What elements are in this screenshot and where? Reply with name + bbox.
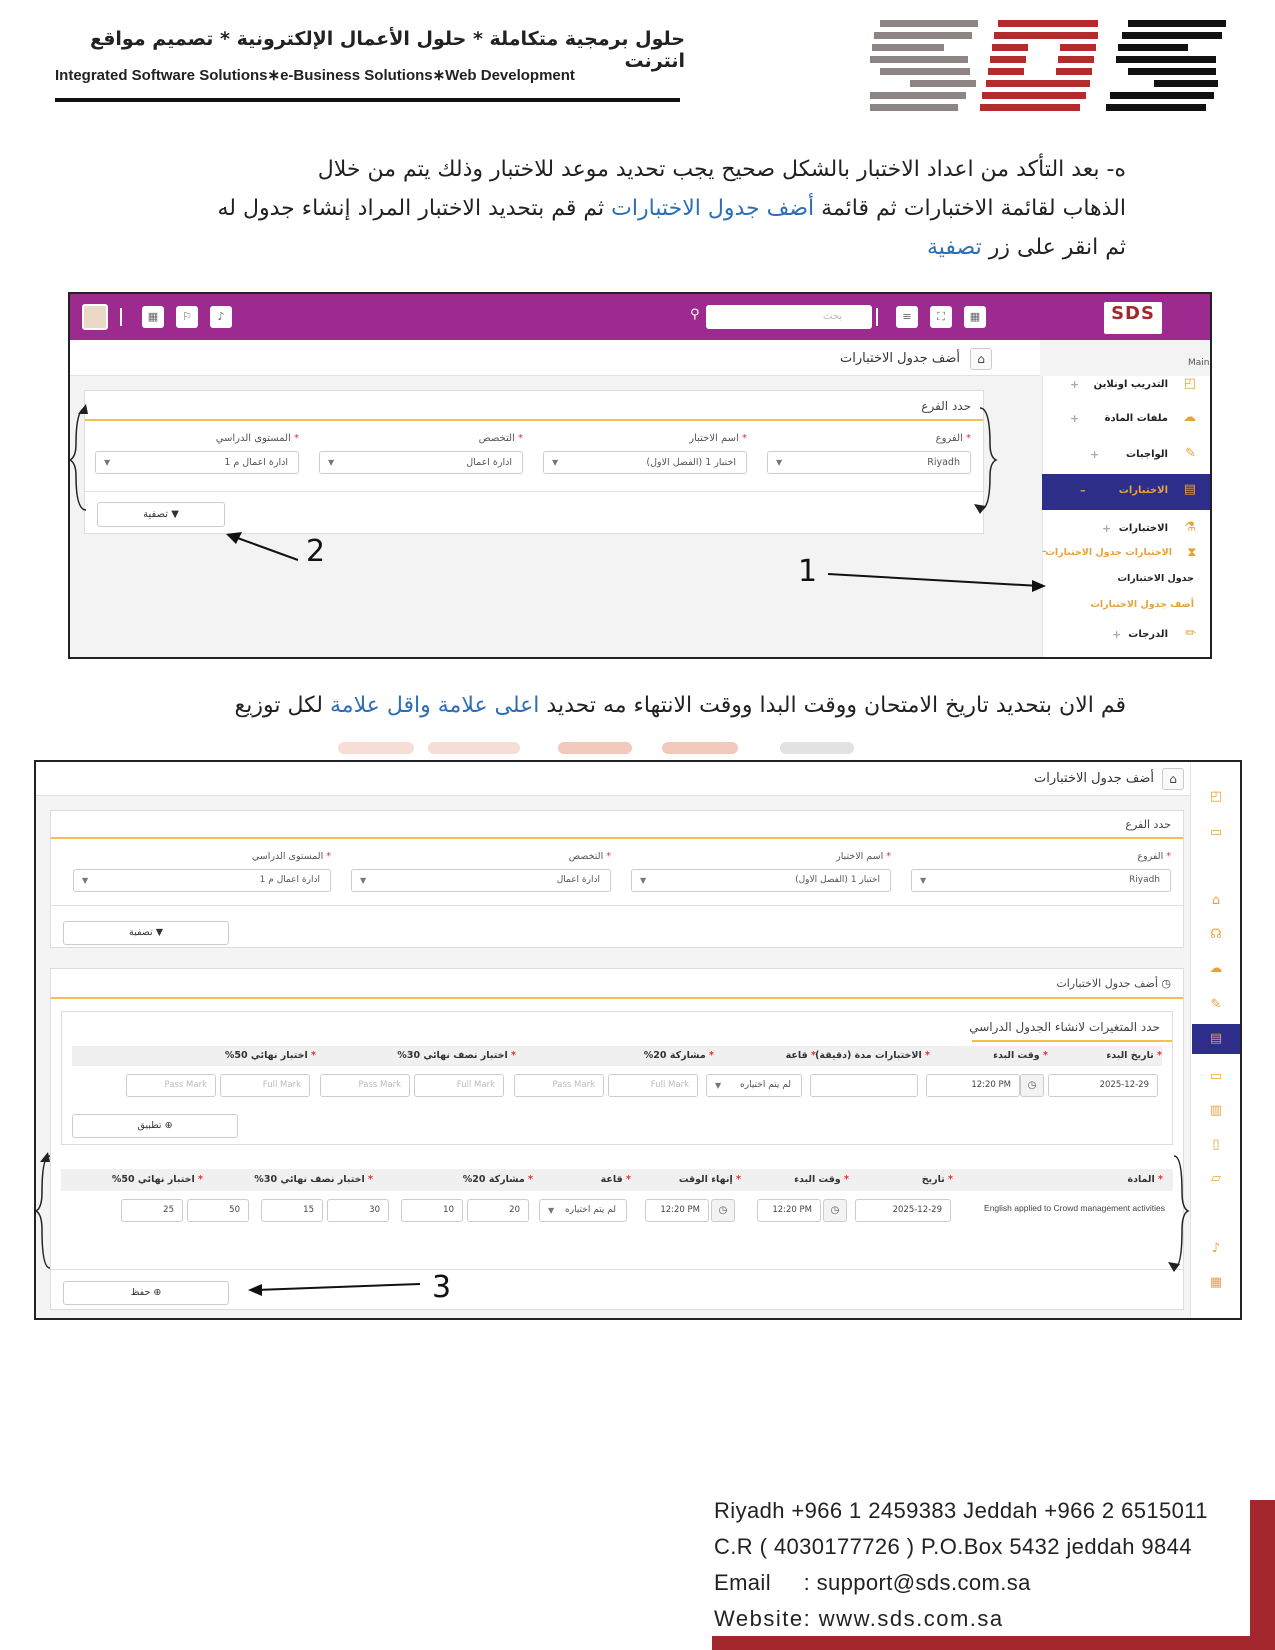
app-logo-text: SDS <box>1111 303 1155 324</box>
headset-icon[interactable]: ☊ <box>1210 927 1222 942</box>
sidebar-item-label: التدريب اونلاين <box>1093 379 1168 390</box>
sidebar-item-exams[interactable] <box>1042 512 1210 546</box>
instruction-paragraph-1 <box>140 150 1126 267</box>
clock-icon[interactable]: ◷ <box>823 1199 847 1222</box>
exam-name-select-value: اختبار 1 (الفصل الاول) <box>795 875 880 885</box>
para1-line2 <box>140 189 1126 228</box>
var-header-start-date: * تاريخ البدء <box>1106 1050 1162 1061</box>
expand-icon: + <box>1070 412 1080 425</box>
chevron-down-icon: ▼ <box>715 1081 722 1090</box>
edit-icon[interactable]: ✎ <box>1210 997 1222 1012</box>
para1-line2-start: الذهاب لقائمة الاختبارات ثم قائمة <box>814 196 1126 221</box>
filter-panel-title: حدد الفرع <box>1125 818 1171 831</box>
row-participation-full[interactable]: 20 <box>467 1199 529 1222</box>
table-icon[interactable]: ▦ <box>1209 1275 1223 1290</box>
schedule-panel <box>50 968 1184 1310</box>
variables-box <box>61 1011 1173 1145</box>
sidebar-item-label: الاختبارات جدول الاختبارات <box>1045 547 1172 558</box>
menu-icon[interactable]: ≡ <box>896 306 918 328</box>
highlight-smudge <box>558 742 632 754</box>
filter-panel-title: حدد الفرع <box>921 399 971 413</box>
cloud-icon: ☁ <box>1183 410 1196 425</box>
add-schedule-link-text: أضف جدول الاختبارات <box>611 196 815 221</box>
chevron-down-icon: ▼ <box>920 876 927 885</box>
sidebar-item-label: الاختبارات <box>1118 485 1168 496</box>
sidebar-item-label: الدرجات <box>1128 629 1168 640</box>
row-start-time-input[interactable]: 12:20 PM <box>757 1199 821 1222</box>
panel-divider <box>85 491 983 492</box>
filter-button-label: تصفية <box>143 509 168 520</box>
breadcrumb-current: أضف جدول الاختبارات <box>1034 771 1154 786</box>
schedule-panel-title <box>1056 977 1171 990</box>
participation-pass-mark[interactable]: Pass Mark <box>514 1074 604 1097</box>
chevron-down-icon: ▼ <box>328 458 335 467</box>
flask-icon: ⚗ <box>1184 520 1196 535</box>
panel-divider <box>51 1269 1183 1270</box>
row-header-start-time: * وقت البدء <box>794 1174 849 1185</box>
hall-select-value: لم يتم اختياره <box>740 1080 791 1090</box>
avatar[interactable] <box>82 304 108 330</box>
exam-name-label: * اسم الاختبار <box>689 433 747 444</box>
cloud-icon[interactable]: ☁ <box>1209 961 1223 976</box>
arabic-tagline: حلول برمجية متكاملة * حلول الأعمال الإلكترونية * تصميم مواقع انترنت <box>89 28 685 72</box>
training-icon[interactable]: ◰ <box>1209 789 1223 804</box>
sidebar-item-exams-schedule-group[interactable] <box>1042 542 1210 566</box>
row-date-input[interactable]: 2025-12-29 <box>855 1199 951 1222</box>
search-icon[interactable]: ⚲ <box>690 307 700 322</box>
sidebar-item-exams-schedule[interactable] <box>1042 568 1210 592</box>
major-select-value: ادارة اعمال <box>466 457 512 468</box>
bell-icon[interactable]: ♪ <box>1211 1241 1221 1256</box>
filter-icon: ▼ <box>155 927 163 938</box>
var-header-final: * اختبار نهائي 50% <box>224 1050 316 1061</box>
chevron-down-icon: ▼ <box>104 458 111 467</box>
collapse-icon: – <box>1080 484 1086 497</box>
expand-icon: + <box>1070 378 1080 391</box>
sds-logo <box>870 16 1230 126</box>
para1-line3 <box>140 228 1126 267</box>
variables-title: حدد المتغيرات لانشاء الجدول الدراسي <box>969 1020 1160 1034</box>
var-header-duration: * الاختبارات مدة (دقيقة) <box>815 1050 930 1061</box>
sidebar-item-homework[interactable] <box>1042 438 1210 472</box>
highlight-smudge <box>662 742 738 754</box>
document-icon[interactable]: ▯ <box>1212 1137 1220 1152</box>
row-final-pass[interactable]: 25 <box>121 1199 183 1222</box>
branch-label: * الفروع <box>935 433 971 444</box>
separator <box>120 308 122 326</box>
major-select[interactable] <box>351 869 611 892</box>
step-marker-3: 3 <box>432 1270 452 1305</box>
var-header-midterm: * اختبار نصف نهائي 30% <box>397 1050 516 1061</box>
flag-icon[interactable]: ⚐ <box>176 306 198 328</box>
para1-line1: ه- بعد التأكد من اعداد الاختبار بالشكل صحيح يجب تحديد موعد للاختبار وذلك يتم من خلال <box>317 157 1126 182</box>
branch-select-value: Riyadh <box>1128 875 1160 885</box>
final-pass-mark[interactable]: Pass Mark <box>126 1074 216 1097</box>
row-header-end-time: * إنهاء الوقت <box>678 1174 741 1185</box>
duration-input[interactable] <box>810 1074 918 1097</box>
hall-select[interactable] <box>706 1074 802 1097</box>
top-bar <box>70 294 1210 340</box>
breadcrumb <box>36 762 1192 796</box>
row-header-midterm: * اختبار نصف نهائي 30% <box>254 1174 373 1185</box>
start-date-input[interactable]: 2025-12-29 <box>1048 1074 1158 1097</box>
chevron-down-icon: ▼ <box>360 876 367 885</box>
level-label: * المستوى الدراسي <box>251 851 331 862</box>
step-marker-1: 1 <box>798 554 818 589</box>
save-button[interactable] <box>63 1281 229 1305</box>
var-header-hall: * قاعة <box>785 1050 816 1061</box>
schedule-panel-title-text: أضف جدول الاختبارات <box>1056 977 1158 990</box>
home-icon[interactable]: ⌂ <box>970 348 992 370</box>
book-icon: ▤ <box>1209 1031 1223 1046</box>
row-hall-value: لم يتم اختياره <box>565 1205 616 1215</box>
footer-red-strip <box>712 1636 1275 1650</box>
training-icon: ◰ <box>1183 376 1196 391</box>
para2-start: قم الان بتحديد تاريخ الامتحان ووقت البدا ووقت الانتهاء مه تحديد <box>539 693 1126 718</box>
plus-circle-icon: ⊕ <box>153 1287 162 1298</box>
filter-button-label: تصفية <box>129 927 153 938</box>
step-marker-2: 2 <box>306 534 326 569</box>
save-button-label: حفظ <box>130 1287 151 1298</box>
chevron-down-icon: ▼ <box>548 1206 555 1215</box>
clock-icon: ◷ <box>1161 977 1171 990</box>
clock-icon[interactable]: ◷ <box>711 1199 735 1222</box>
branch-label: * الفروع <box>1137 851 1171 862</box>
filter-panel <box>50 810 1184 948</box>
bell-icon[interactable]: ♪ <box>210 306 232 328</box>
apply-button[interactable] <box>72 1114 238 1138</box>
start-time-input[interactable]: 12:20 PM <box>926 1074 1020 1097</box>
chat-icon[interactable]: ▱ <box>1211 1171 1221 1186</box>
row-hall-select[interactable] <box>539 1199 627 1222</box>
sidebar-item-label: جدول الاختبارات <box>1117 573 1194 584</box>
panel-divider <box>51 905 1183 906</box>
filter-button[interactable] <box>63 921 229 945</box>
var-header-participation: * مشاركة 20% <box>643 1050 714 1061</box>
para1-line3-start: ثم انقر على زر <box>981 235 1126 260</box>
highlight-smudge <box>780 742 854 754</box>
sidebar-item-subject-files[interactable] <box>1042 402 1210 436</box>
app-logo[interactable] <box>1104 302 1162 334</box>
para1-line2-end: ثم قم بتحديد الاختبار المراد إنشاء جدول له <box>217 196 612 221</box>
row-end-time-input[interactable]: 12:20 PM <box>645 1199 709 1222</box>
row-midterm-full[interactable]: 30 <box>327 1199 389 1222</box>
major-label: * التخصص <box>478 433 523 444</box>
chevron-down-icon: ▼ <box>776 458 783 467</box>
final-full-mark[interactable]: Full Mark <box>220 1074 310 1097</box>
row-header-date: * تاريخ <box>921 1174 953 1185</box>
participation-full-mark[interactable]: Full Mark <box>608 1074 698 1097</box>
row-header-hall: * قاعة <box>600 1174 631 1185</box>
chevron-down-icon: ▼ <box>552 458 559 467</box>
max-min-mark-link-text: اعلى علامة واقل علامة <box>330 693 540 718</box>
midterm-pass-mark[interactable]: Pass Mark <box>320 1074 410 1097</box>
row-header-final: * اختبار نهائي 50% <box>111 1174 203 1185</box>
row-midterm-pass[interactable]: 15 <box>261 1199 323 1222</box>
book-icon: ▤ <box>1183 482 1196 497</box>
collapse-icon: – <box>1042 546 1047 557</box>
display-icon[interactable]: ▭ <box>1209 1069 1223 1084</box>
filter-panel <box>84 390 984 534</box>
level-label: * المستوى الدراسي <box>215 433 299 444</box>
edit-icon: ✎ <box>1185 446 1196 461</box>
major-label: * التخصص <box>568 851 611 862</box>
subject-name: English applied to Crowd management activities <box>984 1203 1165 1213</box>
para2-end: لكل توزيع <box>234 693 330 718</box>
sidebar <box>1042 376 1210 659</box>
sidebar-item-exams-section[interactable] <box>1042 474 1210 510</box>
chevron-down-icon: ▼ <box>82 876 89 885</box>
separator <box>876 308 878 326</box>
clock-icon[interactable]: ◷ <box>1020 1074 1044 1097</box>
sidebar-item-label: الواجبات <box>1126 449 1168 460</box>
expand-icon: + <box>1090 448 1100 461</box>
panel-divider <box>51 997 1183 999</box>
exam-name-select-value: اختبار 1 (الفصل الاول) <box>646 457 736 468</box>
fullscreen-icon[interactable]: ⛶ <box>930 306 952 328</box>
level-select-value: ادارة اعمال م 1 <box>259 875 320 885</box>
panel-divider <box>85 419 983 421</box>
header-rule <box>55 98 680 102</box>
search-input[interactable]: بحث <box>706 305 872 329</box>
row-final-full[interactable]: 50 <box>187 1199 249 1222</box>
chart-icon[interactable]: ▥ <box>1209 1103 1223 1118</box>
row-header-subject: * المادة <box>1127 1174 1163 1185</box>
expand-icon: + <box>1102 522 1112 535</box>
highlight-smudge <box>338 742 414 754</box>
footer-phones: Riyadh +966 1 2459383 Jeddah +966 2 6515011 <box>714 1498 1208 1523</box>
branch-select-value: Riyadh <box>927 457 960 468</box>
subject-table <box>61 1169 1173 1255</box>
branch-select[interactable] <box>767 451 971 474</box>
main-label: Main <box>1188 358 1210 368</box>
exam-name-label: * اسم الاختبار <box>836 851 891 862</box>
sidebar-collapsed <box>1190 762 1240 1320</box>
footer-red-bar <box>1250 1500 1275 1650</box>
sidebar-item-label: ملفات المادة <box>1104 413 1168 424</box>
hourglass-icon: ⧗ <box>1187 545 1196 559</box>
sidebar-item-add-exams-schedule[interactable] <box>1042 594 1210 618</box>
sidebar-item-label: الاختبارات <box>1118 523 1168 534</box>
plus-circle-icon: ⊕ <box>164 1120 173 1131</box>
breadcrumb-current: أضف جدول الاختبارات <box>840 351 960 366</box>
apply-button-label: تطبيق <box>137 1120 162 1131</box>
variables-divider <box>972 1040 1172 1042</box>
sidebar-item-online-training[interactable] <box>1042 368 1210 402</box>
major-select-value: ادارة اعمال <box>556 875 600 885</box>
row-participation-pass[interactable]: 10 <box>401 1199 463 1222</box>
instruction-paragraph-2 <box>140 686 1126 725</box>
exam-name-select[interactable] <box>543 451 747 474</box>
breadcrumb <box>70 340 1040 376</box>
footer-website: Website: www.sds.com.sa <box>714 1606 1004 1631</box>
screenshot-schedule-step <box>34 760 1242 1320</box>
branch-select[interactable] <box>911 869 1171 892</box>
footer-cr: C.R ( 4030177726 ) P.O.Box 5432 jeddah 9844 <box>714 1534 1192 1559</box>
major-select[interactable] <box>319 451 523 474</box>
screenshot-filter-step <box>68 292 1212 659</box>
home-icon[interactable]: ⌂ <box>1162 768 1184 790</box>
chevron-down-icon: ▼ <box>640 876 647 885</box>
grid-icon[interactable]: ▦ <box>964 306 986 328</box>
midterm-full-mark[interactable]: Full Mark <box>414 1074 504 1097</box>
level-select[interactable] <box>95 451 299 474</box>
monitor-icon[interactable]: ▭ <box>1209 825 1223 840</box>
pencil-icon: ✏ <box>1185 626 1196 641</box>
sidebar-active-exams[interactable] <box>1192 1024 1240 1054</box>
expand-icon: + <box>1112 628 1122 641</box>
home-icon[interactable]: ⌂ <box>1211 893 1221 908</box>
sidebar-item-grades[interactable] <box>1042 618 1210 652</box>
filter-link-text: تصفية <box>926 235 982 260</box>
calendar-icon[interactable]: ▦ <box>142 306 164 328</box>
level-select-value: ادارة اعمال م 1 <box>224 457 288 468</box>
exam-name-select[interactable] <box>631 869 891 892</box>
highlight-smudge <box>428 742 520 754</box>
var-header-start-time: * وقت البدء <box>993 1050 1048 1061</box>
filter-icon: ▼ <box>171 509 179 520</box>
row-header-participation: * مشاركة 20% <box>462 1174 533 1185</box>
filter-button[interactable] <box>97 502 225 527</box>
level-select[interactable] <box>73 869 331 892</box>
english-tagline: Integrated Software Solutions∗e-Business Solutions∗Web Development <box>55 67 575 84</box>
panel-divider <box>51 837 1183 839</box>
sidebar-item-label: أضف جدول الاختبارات <box>1090 599 1194 610</box>
footer-email: Email : support@sds.com.sa <box>714 1570 1031 1595</box>
